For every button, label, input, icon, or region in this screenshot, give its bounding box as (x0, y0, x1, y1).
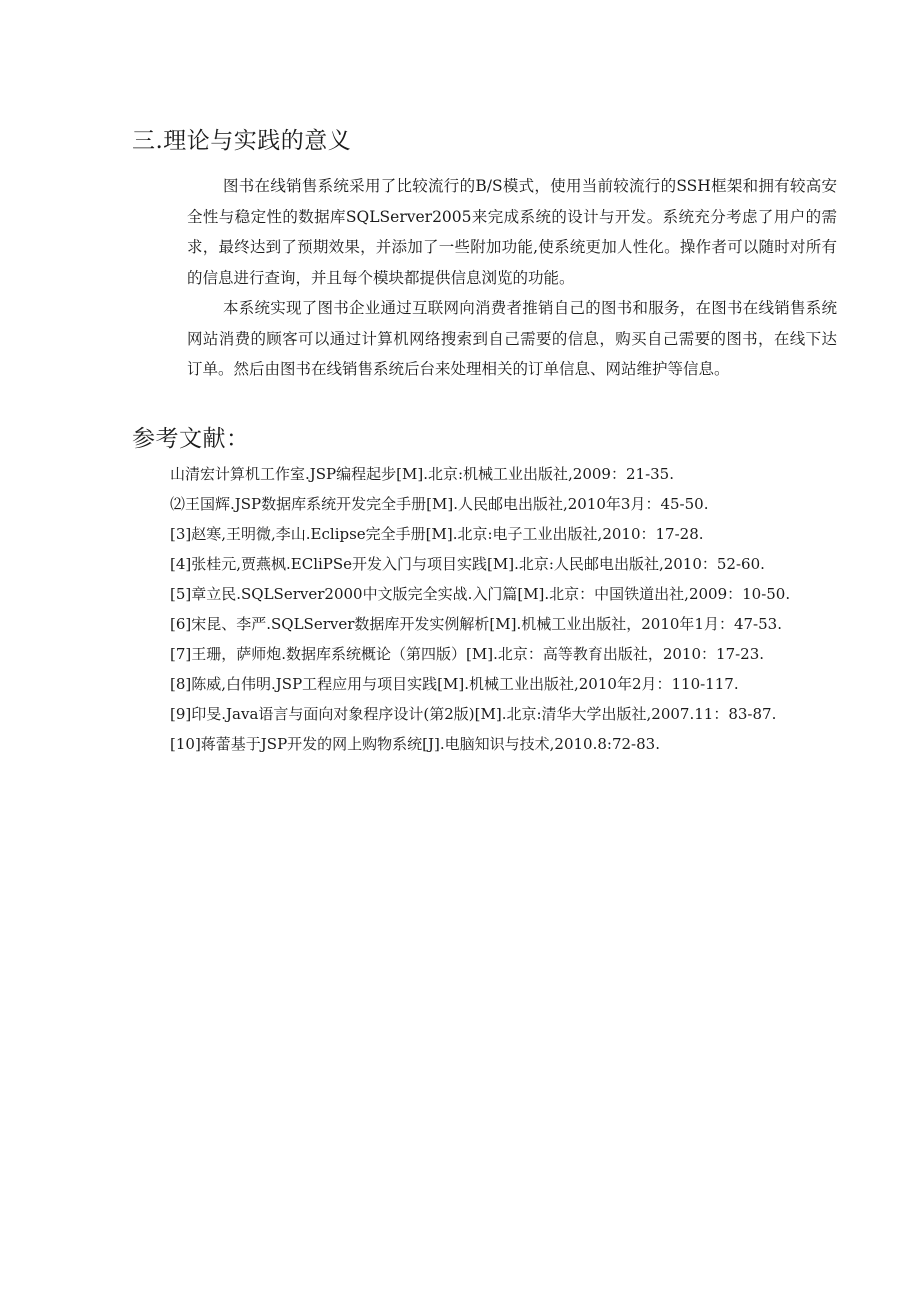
reference-item: [9]印旻.Java语言与面向对象程序设计(第2版)[M].北京:清华大学出版社,2007.11：83-87. (170, 705, 777, 723)
body-paragraphs (187, 171, 837, 385)
references-heading: 参考文献： (132, 426, 250, 452)
reference-item: [5]章立民.SQLServer2000中文版完全实战.入门篇[M].北京：中国铁道出社,2009：10-50. (170, 585, 791, 603)
reference-item: [4]张桂元,贾燕枫.ECliPSe开发入门与项目实践[M].北京:人民邮电出版社,2010：52-60. (170, 555, 765, 573)
references-list (170, 459, 838, 759)
reference-item: [6]宋昆、李严.SQLServer数据库开发实例解析[M].机械工业出版社，2010年1月：47-53. (170, 615, 782, 633)
section-heading: 三.理论与实践的意义 (132, 128, 352, 154)
reference-item: ⑵王国辉.JSP数据库系统开发完全手册[M].人民邮电出版社,2010年3月：45-50. (170, 495, 709, 513)
paragraph-system-overview: 图书在线销售系统采用了比较流行的B/S模式，使用当前较流行的SSH框架和拥有较高安全性与稳定性的数据库SQLServer2005来完成系统的设计与开发。系统充分考虑了用户的需求，最终达到了预期效果，并添加了一些附加功能,使系统更加人性化。操作者可以随时对所有的信息进行查询，并且每个模块都提供信息浏览的功能。 (187, 177, 837, 287)
paragraph-system-function: 本系统实现了图书企业通过互联网向消费者推销自己的图书和服务，在图书在线销售系统网站消费的顾客可以通过计算机网络搜索到自己需要的信息，购买自己需要的图书，在线下达订单。然后由图书在线销售系统后台来处理相关的订单信息、网站维护等信息。 (187, 299, 837, 378)
reference-item: 山清宏计算机工作室.JSP编程起步[M].北京:机械工业出版社,2009：21-35. (170, 465, 674, 483)
reference-item: [3]赵寒,王明微,李山.Eclipse完全手册[M].北京:电子工业出版社,2010：17-28. (170, 525, 704, 543)
reference-item: [8]陈威,白伟明.JSP工程应用与项目实践[M].机械工业出版社,2010年2月：110-117. (170, 675, 739, 693)
reference-item: [7]王珊，萨师炮.数据库系统概论（第四版）[M].北京：高等教育出版社，2010：17-23. (170, 645, 765, 663)
reference-item: [10]蒋蕾基于JSP开发的网上购物系统[J].电脑知识与技术,2010.8:72-83. (170, 735, 660, 753)
